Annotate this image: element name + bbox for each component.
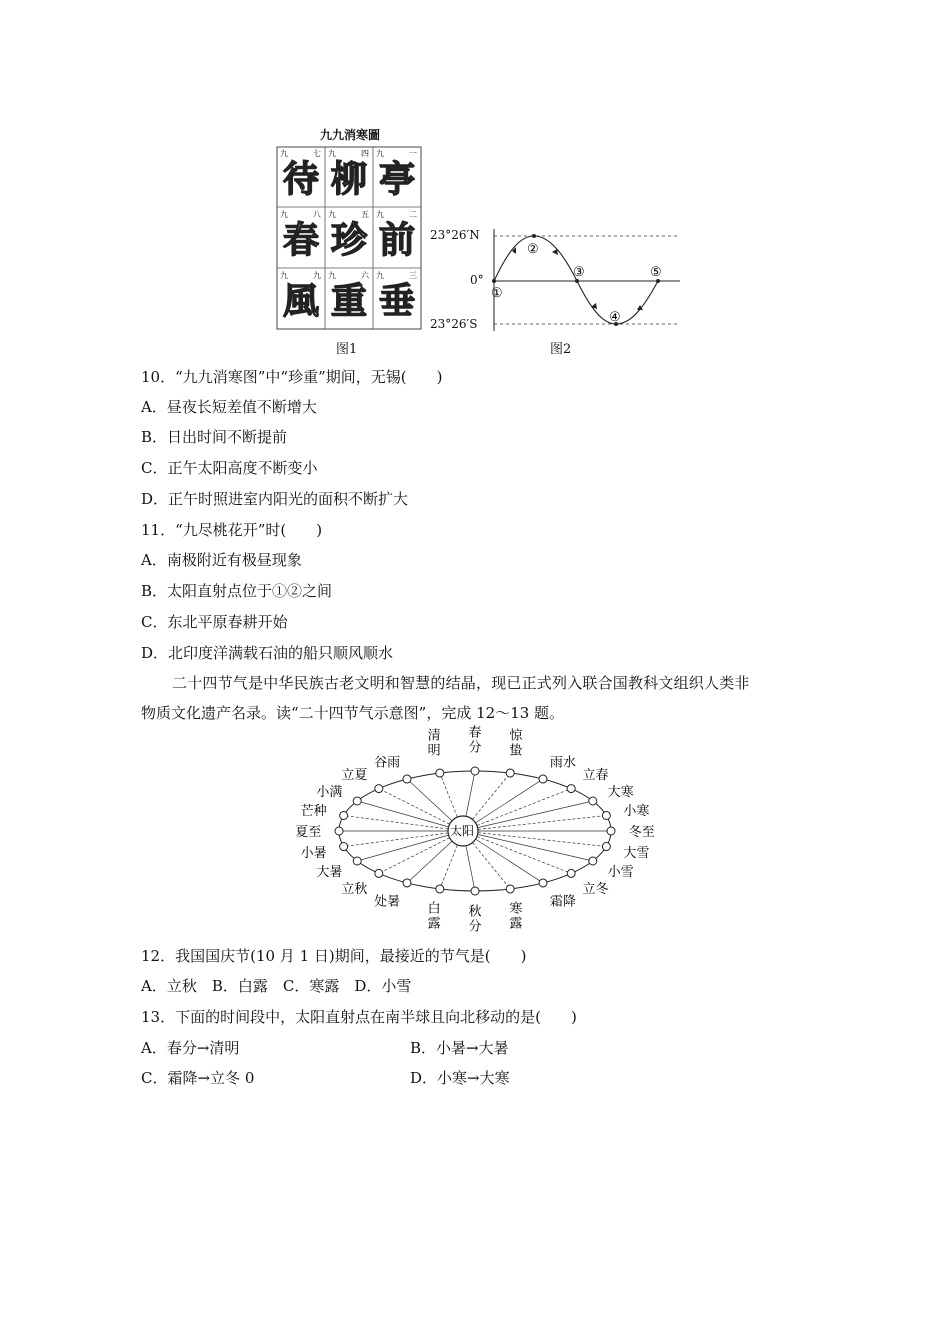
solar-term-label: 冬至 — [628, 825, 655, 840]
spoke-line — [344, 831, 463, 847]
earth-position-dot — [375, 785, 383, 793]
cell-character: 亭 — [378, 158, 415, 200]
cell-order-label: 二 — [409, 210, 417, 219]
cell-character: 前 — [378, 219, 415, 261]
question-11-option-a: A．南极附近有极昼现象 — [141, 551, 302, 569]
point-label-4: ④ — [609, 310, 621, 325]
intro-line-1: 二十四节气是中华民族古老文明和智慧的结晶，现已正式列入联合国教科文组织人类非 — [172, 674, 750, 692]
grid-cell — [325, 269, 373, 330]
cell-order-label: 一 — [409, 149, 417, 158]
solar-term-label: 大暑 — [316, 865, 343, 881]
solar-term-label: 夏至 — [295, 825, 322, 840]
solar-term-label: 芒种 — [300, 804, 327, 820]
solar-term-label: 立夏 — [341, 768, 368, 784]
earth-position-dot — [589, 797, 597, 805]
solar-term-label: 立冬 — [582, 881, 609, 897]
grid-cell — [277, 147, 325, 208]
cell-nine-label: 九 — [376, 149, 384, 158]
question-10-option-d: D．正午时照进室内阳光的面积不断扩大 — [141, 490, 409, 508]
cell-nine-label: 九 — [328, 271, 336, 280]
point-2 — [532, 234, 536, 238]
solar-term-label: 雨水 — [549, 755, 576, 771]
solar-term-label: 小满 — [316, 784, 343, 800]
solar-term-label: 大寒 — [607, 784, 634, 800]
solar-term-label: 小寒 — [623, 804, 650, 820]
cell-order-label: 五 — [361, 210, 369, 219]
cell-nine-label: 九 — [280, 210, 288, 219]
earth-position-dot — [375, 869, 383, 877]
earth-position-dot — [602, 843, 610, 851]
cell-nine-label: 九 — [280, 149, 288, 158]
point-1 — [492, 279, 496, 283]
cell-character: 風 — [282, 280, 319, 322]
earth-position-dot — [436, 769, 444, 777]
label-equator: 0° — [470, 273, 484, 287]
solar-term-label: 白露 — [427, 901, 441, 932]
solar-term-label: 立秋 — [341, 881, 368, 897]
solar-term-label: 春分 — [468, 725, 482, 756]
figure-2-caption: 图2 — [550, 342, 572, 357]
question-13-option-b: B．小暑→大暑 — [410, 1039, 509, 1057]
earth-position-dot — [335, 827, 343, 835]
label-23n: 23°26′N — [430, 228, 480, 242]
cell-character: 重 — [330, 280, 367, 322]
question-13-option-c: C．霜降→立冬 0 — [141, 1069, 255, 1087]
solar-term-label: 惊蛰 — [509, 728, 523, 759]
cell-order-label: 六 — [361, 271, 369, 280]
earth-position-dot — [471, 767, 479, 775]
question-10-option-a: A．昼夜长短差值不断增大 — [141, 398, 317, 416]
grid-cell — [277, 269, 325, 330]
point-label-2: ② — [527, 242, 539, 257]
sun-migration-chart — [480, 225, 690, 340]
question-10-option-b: B．日出时间不断提前 — [141, 428, 288, 446]
sun-label: 太阳 — [449, 824, 475, 838]
question-12-options: A．立秋 B．白露 C．寒露 D．小雪 — [141, 977, 412, 995]
earth-position-dot — [506, 885, 514, 893]
question-11-option-c: C．东北平原春耕开始 — [141, 613, 288, 631]
earth-position-dot — [436, 885, 444, 893]
cell-nine-label: 九 — [376, 210, 384, 219]
cell-nine-label: 九 — [328, 149, 336, 158]
question-12-stem: 12．我国国庆节(10 月 1 日)期间，最接近的节气是( ) — [141, 947, 527, 965]
question-11-option-d: D．北印度洋满载石油的船只顺风顺水 — [141, 644, 394, 662]
cell-order-label: 七 — [313, 149, 321, 158]
cell-order-label: 九 — [313, 271, 321, 280]
solar-term-label: 谷雨 — [374, 755, 401, 771]
earth-position-dot — [340, 811, 348, 819]
solar-term-label: 清明 — [427, 728, 441, 759]
intro-line-2: 物质文化遗产名录。读“二十四节气示意图”，完成 12～13 题。 — [141, 704, 565, 722]
earth-position-dot — [506, 769, 514, 777]
spoke-line — [463, 815, 606, 831]
cell-order-label: 八 — [313, 210, 321, 219]
point-label-3: ③ — [573, 265, 585, 280]
point-label-5: ⑤ — [650, 265, 662, 280]
earth-position-dot — [353, 857, 361, 865]
point-label-1: ① — [491, 286, 503, 301]
solar-term-label: 小暑 — [300, 845, 327, 861]
cell-order-label: 三 — [409, 271, 417, 280]
question-13-option-d: D．小寒→大寒 — [410, 1069, 510, 1087]
figure-1-caption: 图1 — [336, 342, 358, 357]
grid-cell — [325, 147, 373, 208]
earth-position-dot — [602, 811, 610, 819]
solar-term-label: 霜降 — [549, 894, 576, 910]
earth-position-dot — [567, 785, 575, 793]
earth-position-dot — [539, 879, 547, 887]
question-11-stem: 11．“九尽桃花开”时( ) — [141, 521, 323, 539]
solar-term-label: 处暑 — [374, 894, 401, 910]
question-11-option-b: B．太阳直射点位于①②之间 — [141, 582, 333, 600]
earth-position-dot — [539, 775, 547, 783]
spoke-line — [463, 831, 606, 847]
cell-order-label: 四 — [361, 149, 369, 158]
spoke-line — [463, 801, 593, 831]
cell-nine-label: 九 — [280, 271, 288, 280]
cell-character: 柳 — [330, 158, 367, 200]
question-10-option-c: C．正午太阳高度不断变小 — [141, 459, 318, 477]
cell-character: 珍 — [330, 219, 367, 261]
spoke-line — [344, 815, 463, 831]
earth-position-dot — [353, 797, 361, 805]
cell-character: 待 — [282, 158, 319, 200]
grid-cell — [373, 208, 421, 269]
earth-position-dot — [340, 843, 348, 851]
cell-character: 垂 — [378, 280, 415, 322]
earth-position-dot — [403, 775, 411, 783]
solar-term-label: 秋分 — [468, 904, 482, 935]
earth-position-dot — [607, 827, 615, 835]
grid-cell — [373, 269, 421, 330]
cell-nine-label: 九 — [328, 210, 336, 219]
solar-terms-diagram — [290, 725, 660, 945]
earth-position-dot — [471, 887, 479, 895]
spoke-line — [463, 831, 593, 861]
question-13-option-a: A．春分→清明 — [141, 1039, 240, 1057]
solar-term-label: 大雪 — [623, 845, 650, 861]
earth-position-dot — [403, 879, 411, 887]
arrow-2 — [552, 249, 558, 255]
cell-character: 春 — [282, 219, 319, 261]
cell-nine-label: 九 — [376, 271, 384, 280]
earth-position-dot — [589, 857, 597, 865]
solar-term-label: 寒露 — [509, 901, 523, 932]
grid-cell — [325, 208, 373, 269]
solar-term-label: 立春 — [582, 768, 609, 784]
question-10-stem: 10．“九九消寒图”中“珍重”期间，无锡( ) — [141, 368, 443, 386]
earth-position-dot — [567, 869, 575, 877]
label-23s: 23°26′S — [430, 317, 478, 331]
solar-term-label: 小雪 — [607, 865, 634, 881]
grid-cell — [373, 147, 421, 208]
question-13-stem: 13．下面的时间段中，太阳直射点在南半球且向北移动的是( ) — [141, 1008, 577, 1026]
figure-1-title: 九九消寒圖 — [319, 128, 380, 142]
grid-cell — [277, 208, 325, 269]
